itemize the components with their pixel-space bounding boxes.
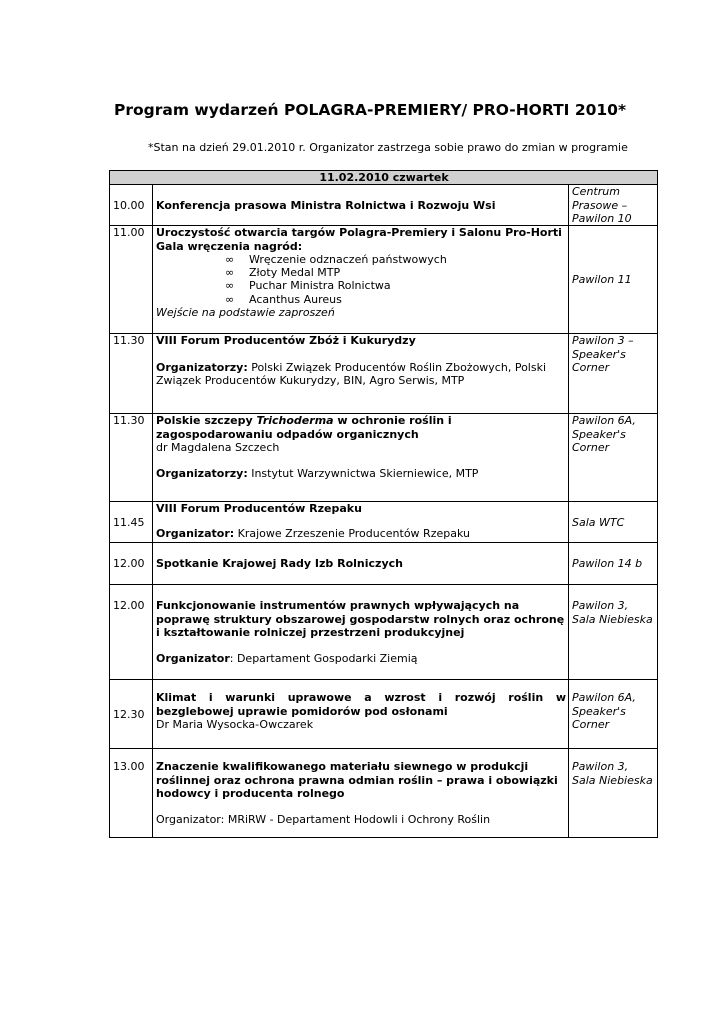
event-title: Funkcjonowanie instrumentów prawnych wpływających na poprawę struktury obszarowej gospodarstw rolnych oraz ochronę i kształtowanie rolniczej przestrzeni produkcyjnej (156, 599, 565, 639)
event-location: Pawilon 3 – Speaker's Corner (569, 334, 658, 414)
day-header: 11.02.2010 czwartek (110, 171, 658, 185)
event-note: Wejście na podstawie zaproszeń (156, 306, 335, 320)
table-row (110, 680, 658, 749)
infinity-bullet-icon: ∞ (225, 252, 235, 266)
table-row (110, 502, 658, 543)
event-time: 11.45 (110, 502, 153, 543)
event-speaker: dr Magdalena Szczech (156, 440, 280, 454)
event-location: Pawilon 6A, Speaker's Corner (569, 414, 658, 502)
event-title: Znaczenie kwalifikowanego materiału siewnego w produkcji roślinnej oraz ochrona prawna odmian roślin – prawa i obowiązki hodowcy i producenta rolnego (156, 760, 558, 800)
event-details (153, 749, 569, 838)
event-location: Pawilon 6A, Speaker's Corner (569, 680, 658, 749)
event-time: 11.00 (110, 226, 153, 334)
event-title: Polskie szczepy Trichoderma w ochronie roślin i zagospodarowaniu odpadów organicznych (156, 414, 452, 441)
event-title: VIII Forum Producentów Rzepaku (156, 502, 362, 516)
list-item: ∞ Puchar Ministra Rolnictwa (225, 279, 391, 293)
event-location: Pawilon 3, Sala Niebieska (569, 749, 658, 838)
event-organizer: Organizator: MRiRW - Departament Hodowli i Ochrony Roślin (156, 813, 491, 827)
event-title: Konferencja prasowa Ministra Rolnictwa i Rozwoju Wsi (153, 185, 569, 226)
event-speaker: Dr Maria Wysocka-Owczarek (156, 717, 314, 731)
event-location: Pawilon 3, Sala Niebieska (569, 585, 658, 680)
table-row (110, 543, 658, 585)
infinity-bullet-icon: ∞ (225, 292, 235, 306)
day-header-row (110, 171, 658, 185)
event-details (153, 334, 569, 414)
event-organizer: Organizator: Departament Gospodarki Ziemią (156, 652, 418, 666)
event-organizer: Organizator: Krajowe Zrzeszenie Producentów Rzepaku (156, 526, 470, 540)
event-time: 10.00 (110, 185, 153, 226)
event-details (153, 226, 569, 334)
event-title: Uroczystość otwarcia targów Polagra-Premiery i Salonu Pro-Horti (156, 226, 562, 240)
program-table (109, 170, 658, 838)
page-title: Program wydarzeń POLAGRA-PREMIERY/ PRO-HORTI 2010* (114, 101, 627, 119)
event-time: 11.30 (110, 414, 153, 502)
event-time: 12.00 (110, 543, 153, 585)
table-row (110, 749, 658, 838)
event-details (153, 414, 569, 502)
event-details (153, 680, 569, 749)
table-row (110, 334, 658, 414)
event-time: 12.30 (110, 680, 153, 749)
event-time: 12.00 (110, 585, 153, 680)
event-title: Klimat i warunki uprawowe a wzrost i rozwój roślin w bezglebowej uprawie pomidorów pod osłonami (156, 691, 566, 718)
event-organizer: Organizatorzy: Polski Związek Producentów Roślin Zbożowych, Polski Związek Producentów Kukurydzy, BIN, Agro Serwis, MTP (156, 360, 547, 387)
infinity-bullet-icon: ∞ (225, 279, 235, 293)
event-location: Pawilon 11 (569, 226, 658, 334)
list-item: ∞ Acanthus Aureus (225, 292, 342, 306)
award-list (156, 253, 566, 306)
event-location: Centrum Prasowe – Pawilon 10 (569, 185, 658, 226)
event-title: VIII Forum Producentów Zbóż i Kukurydzy (156, 334, 416, 348)
infinity-bullet-icon: ∞ (225, 266, 235, 280)
disclaimer-note: *Stan na dzień 29.01.2010 r. Organizator zastrzega sobie prawo do zmian w programie (148, 141, 628, 154)
event-title: Spotkanie Krajowej Rady Izb Rolniczych (153, 543, 569, 585)
event-details (153, 502, 569, 543)
list-item: ∞ Złoty Medal MTP (225, 266, 341, 280)
event-time: 11.30 (110, 334, 153, 414)
event-details (153, 585, 569, 680)
table-row (110, 414, 658, 502)
event-time: 13.00 (110, 749, 153, 838)
table-row (110, 585, 658, 680)
table-row (110, 185, 658, 226)
event-location: Pawilon 14 b (569, 543, 658, 585)
list-item: ∞ Wręczenie odznaczeń państwowych (225, 252, 447, 266)
event-subtitle: Gala wręczenia nagród: (156, 239, 303, 253)
table-row (110, 226, 658, 334)
event-location: Sala WTC (569, 502, 658, 543)
event-organizer: Organizatorzy: Instytut Warzywnictwa Skierniewice, MTP (156, 467, 479, 481)
